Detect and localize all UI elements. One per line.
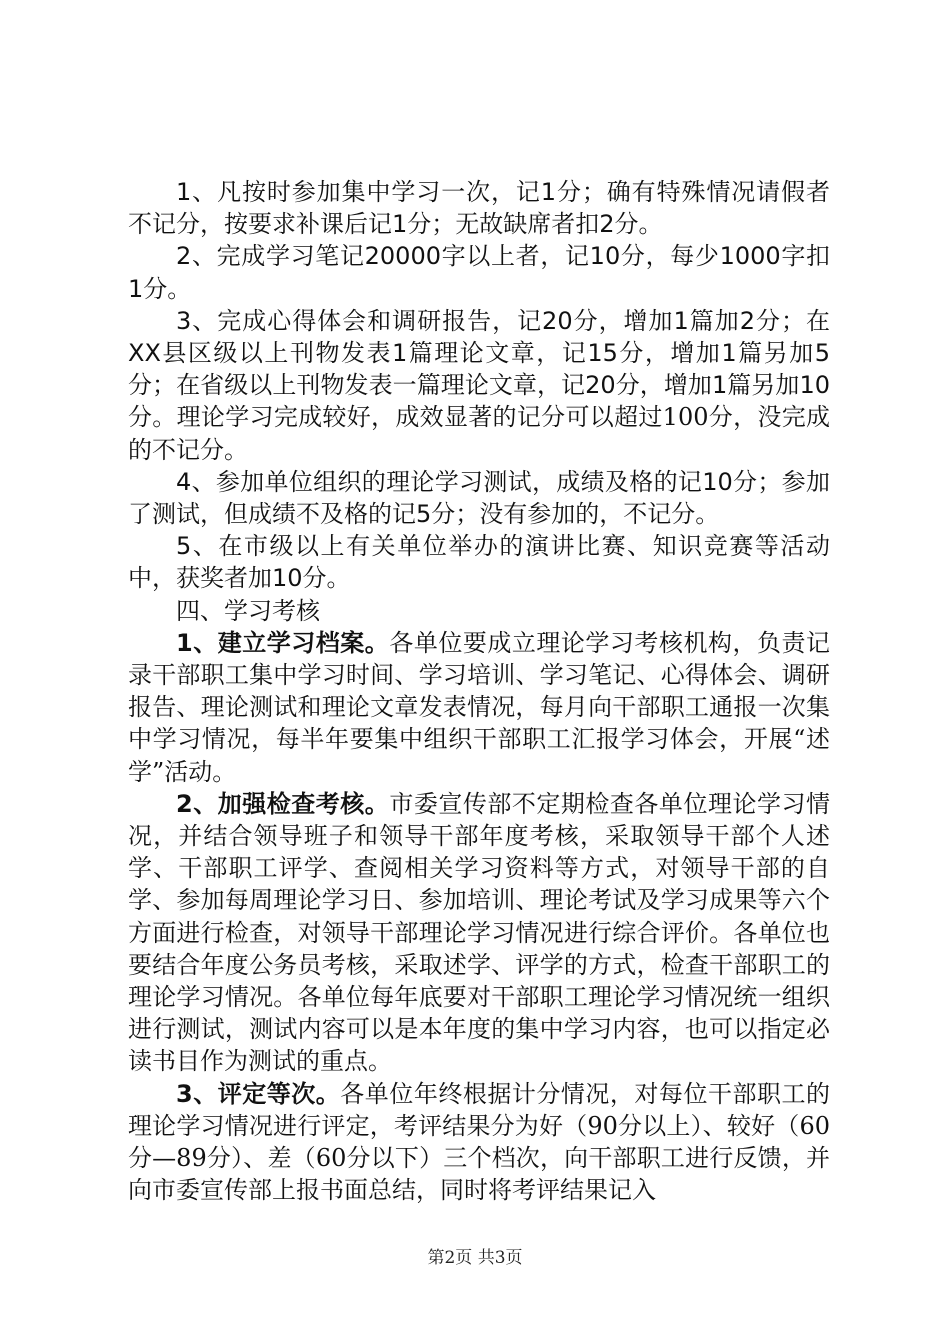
paragraph-3-tail: 理论学习完成较好，成效显著的记分可以超过100分，没完成的不记分。 bbox=[128, 403, 830, 464]
paragraph-5: 5、在市级以上有关单位举办的演讲比赛、知识竞赛等活动中，获奖者加10分。 bbox=[128, 532, 830, 593]
paragraph-grading-heading: 3、评定等次。 bbox=[176, 1079, 341, 1108]
paragraph-4: 4、参加单位组织的理论学习测试，成绩及格的记10分；参加了测试，但成绩不及格的记5分；没有参加的，不记分。 bbox=[128, 467, 830, 529]
paragraph-2: 2、完成学习笔记20000字以上者，记10分，每少1000字扣1分。 bbox=[128, 242, 830, 303]
paragraph-1: 1、凡按时参加集中学习一次，记1分；确有特殊情况请假者不记分，按要求补课后记1分；无故缺席者扣2分。 bbox=[128, 178, 830, 239]
paragraph-3: 3、完成心得体会和调研报告，记20分，增加1篇加2分；在XX县区级以上刊物发表1篇理论文章，记15分，增加1篇另加5分；在省级以上刊物发表一篇理论文章，记20分，增加1篇另加10分。理论学习完成较好，成效显著的记分可以超过100分，没完成的不记分。 bbox=[128, 306, 830, 464]
paragraph-inspection: 2、加强检查考核。市委宣传部不定期检查各单位理论学习情况，并结合领导班子和领导干部年度考核，采取领导干部个人述学、干部职工评学、查阅相关学习资料等方式，对领导干部的自学、参加每周理论学习日、参加培训、理论考试及学习成果等六个方面进行检查，对领导干部理论学习情况进行综合评价。各单位也要结合年度公务员考核，采取述学、评学的方式，检查干部职工的理论学习情况。各单位每年底要对干部职工理论学习情况统一组织进行测试，测试内容可以是本年度的集中学习内容，也可以指定必读书目作为测试的重点。 bbox=[128, 789, 831, 1076]
paragraph-grading: 3、评定等次。各单位年终根据计分情况，对每位干部职工的理论学习情况进行评定，考评结果分为好（90分以上）、较好（60分—89分）、差（60分以下）三个档次，向干部职工进行反馈，并向市委宣传部上报书面总结，同时将考评结果记入 bbox=[128, 1079, 830, 1205]
paragraph-inspection-heading: 2、加强检查考核。 bbox=[176, 789, 390, 818]
page-footer: 第2页 共3页 bbox=[427, 1248, 523, 1268]
paragraph-archive-heading: 1、建立学习档案。 bbox=[176, 628, 390, 657]
section-heading-assessment: 四、学习考核 bbox=[176, 596, 320, 625]
paragraph-archive: 1、建立学习档案。各单位要成立理论学习考核机构，负责记录干部职工集中学习时间、学习培训、学习笔记、心得体会、调研报告、理论测试和理论文章发表情况，每月向干部职工通报一次集中学习情况，每半年要集中组织干部职工汇报学习体会，开展“述学”活动。 bbox=[128, 628, 831, 786]
document-body bbox=[128, 176, 830, 1207]
